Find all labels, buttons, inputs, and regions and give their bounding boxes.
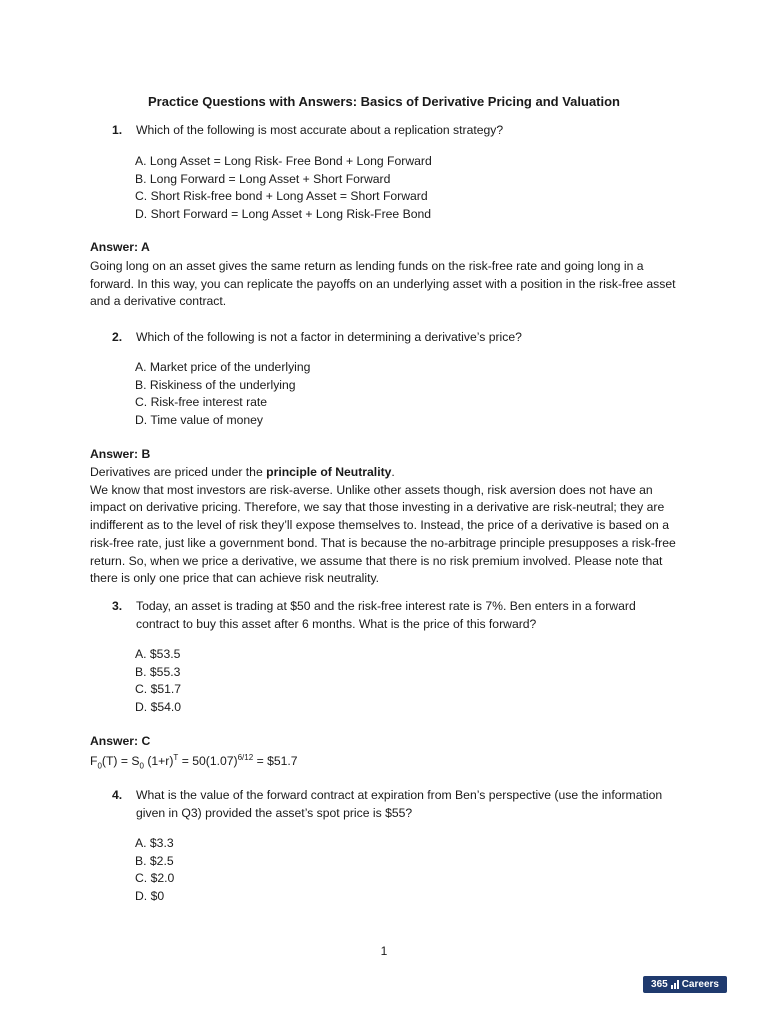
option-b: B. $55.3 — [135, 664, 181, 679]
explanation-emphasis: principle of Neutrality — [266, 465, 392, 479]
question-number: 4. — [112, 788, 123, 802]
option-d: D. Time value of money — [135, 413, 264, 428]
question-2 — [112, 329, 672, 347]
question-3 — [112, 598, 672, 634]
option-c: C. Short Risk-free bond + Long Asset = Short Forward — [135, 189, 428, 204]
page-number: 1 — [380, 944, 388, 958]
question-4 — [112, 787, 672, 823]
option-a: A. Market price of the underlying — [135, 360, 311, 374]
question-1 — [112, 122, 672, 140]
option-a: A. $53.5 — [135, 647, 181, 661]
question-number: 2. — [112, 330, 123, 344]
option-a: A. Long Asset = Long Risk- Free Bond + Long Forward — [135, 154, 432, 168]
answer-explanation — [90, 464, 690, 588]
question-2-options — [135, 359, 310, 430]
explanation-text: Derivatives are priced under the — [90, 465, 267, 479]
question-4-options — [135, 835, 174, 906]
question-text: What is the value of the forward contract at expiration from Ben’s perspective (use the information given in Q3) provided the asset’s spot price is $55? — [136, 788, 663, 820]
forward-price-formula: $F_0(T) = S_0$ $(1+r)^T = 50(1.07)^{6/12}$ = $51.7 — [90, 753, 298, 771]
logo-text: Careers — [681, 979, 719, 990]
answer-label: Answer: B — [90, 447, 151, 461]
answer-label: Answer: A — [90, 240, 150, 254]
option-a: A. $3.3 — [135, 836, 174, 850]
question-3-options — [135, 646, 181, 717]
option-d: D. $0 — [135, 889, 165, 904]
option-c: C. $2.0 — [135, 871, 175, 886]
option-c: C. Risk-free interest rate — [135, 395, 268, 410]
answer-label: Answer: C — [90, 734, 151, 748]
page-title: Practice Questions with Answers: Basics of Derivative Pricing and Valuation — [148, 94, 620, 109]
explanation-paragraph: We know that most investors are risk-averse. Unlike other assets though, risk aversion does not have an impact on derivative pricing. Therefore, we say that those investing in a derivative are risk-neutral; they are indifferent as to the level of risk they’ll expose themselves to. Instead, the price of a derivative is based on a risk-free rate, just like a government bond. That is because the no-arbitrage principle presupposes a risk-free return. So, when we price a derivative, we assume that there is no risk premium involved. Please note that there is only one price that can achieve risk neutrality. — [90, 482, 676, 586]
answer-explanation: Going long on an asset gives the same return as lending funds on the risk-free rate and going long in a forward. In this way, you can replicate the payoffs on an underlying asset with a position in the risk-free asset and a derivative contract. — [90, 259, 676, 309]
explanation-text: . — [391, 465, 395, 479]
brand-logo — [643, 976, 727, 993]
bar-chart-icon — [671, 980, 679, 989]
option-d: D. $54.0 — [135, 700, 182, 715]
question-number: 3. — [112, 599, 123, 613]
question-text: Today, an asset is trading at $50 and the risk-free interest rate is 7%. Ben enters in a forward contract to buy this asset after 6 months. What is the price of this forward? — [136, 599, 636, 631]
question-number: 1. — [112, 123, 123, 137]
question-text: Which of the following is not a factor in determining a derivative’s price? — [136, 330, 522, 344]
option-d: D. Short Forward = Long Asset + Long Risk-Free Bond — [135, 207, 432, 222]
question-1-options — [135, 153, 432, 224]
option-c: C. $51.7 — [135, 682, 182, 697]
option-b: B. Long Forward = Long Asset + Short Forward — [135, 171, 391, 186]
option-b: B. Riskiness of the underlying — [135, 377, 296, 392]
logo-number: 365 — [651, 979, 668, 990]
question-text: Which of the following is most accurate about a replication strategy? — [136, 123, 504, 137]
option-b: B. $2.5 — [135, 853, 174, 868]
